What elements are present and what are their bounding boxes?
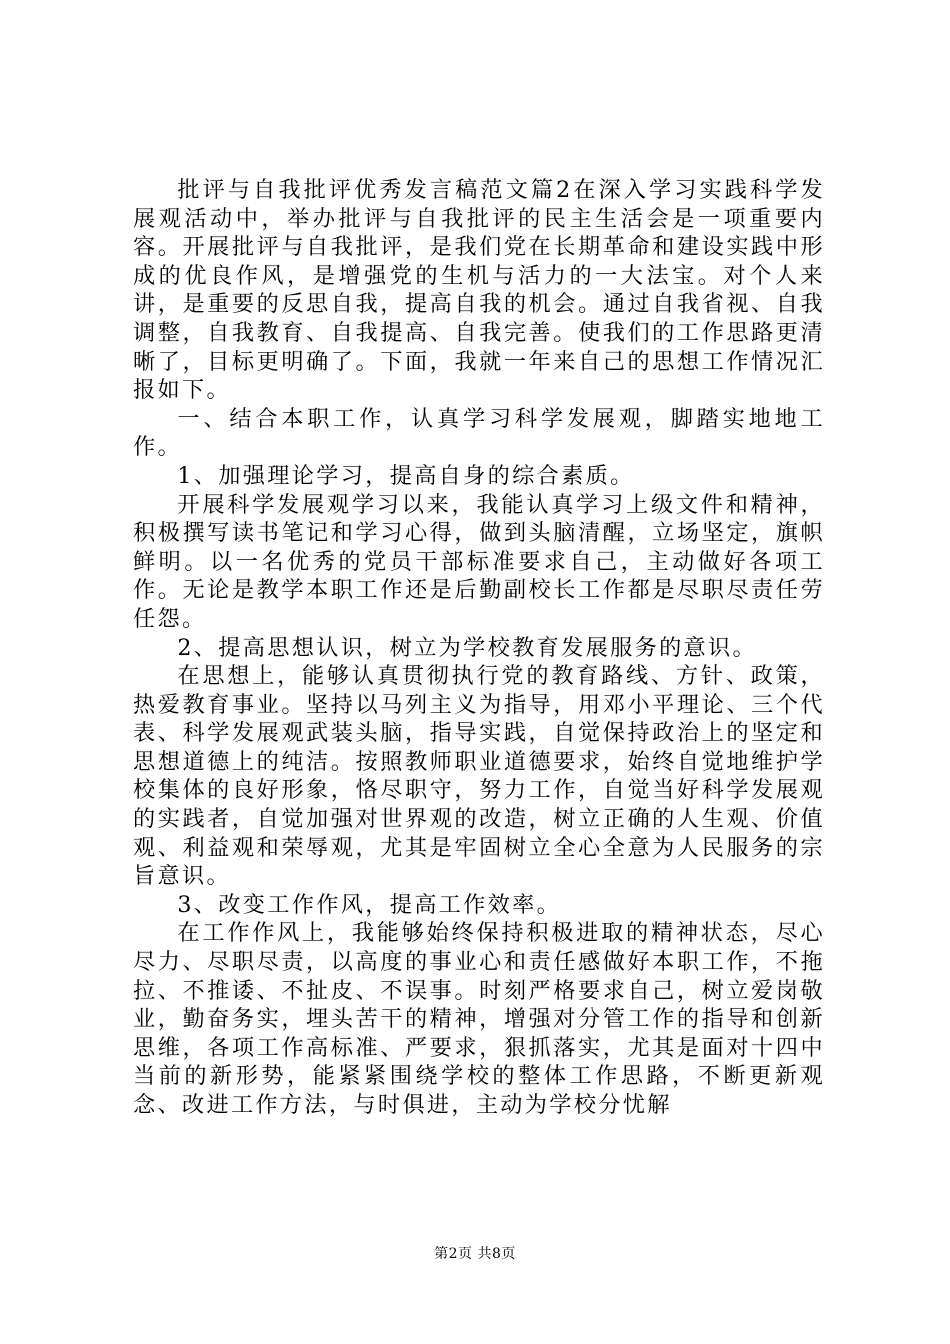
subheading-1: 1、加强理论学习，提高自身的综合素质。	[177, 462, 635, 489]
subheading-3: 3、改变工作作风，提高工作效率。	[177, 891, 562, 918]
page-footer	[0, 1244, 950, 1264]
paragraph-2: 在思想上，能够认真贯彻执行党的教育路线、方针、政策，热爱教育事业。坚持以马列主义为指导，用邓小平理论、三个代表、科学发展观武装头脑，指导实践，自觉保持政治上的坚定和思想道德上的纯洁。按照教师职业道德要求，始终自觉地维护学校集体的良好形象，恪尽职守，努力工作，自觉当好科学发展观的实践者，自觉加强对世界观的改造，树立正确的人生观、价值观、利益观和荣辱观，尤其是牢固树立全心全意为人民服务的宗旨意识。	[133, 663, 825, 890]
document-body	[133, 176, 825, 1120]
paragraph-1: 开展科学发展观学习以来，我能认真学习上级文件和精神，积极撰写读书笔记和学习心得，做到头脑清醒，立场坚定，旗帜鲜明。以一名优秀的党员干部标准要求自己，主动做好各项工作。无论是教学本职工作还是后勤副校长工作都是尽职尽责任劳任怨。	[133, 491, 825, 632]
paragraph-3: 在工作作风上，我能够始终保持积极进取的精神状态，尽心尽力、尽职尽责，以高度的事业心和责任感做好本职工作，不拖拉、不推诿、不扯皮、不误事。时刻严格要求自己，树立爱岗敬业，勤奋务实，埋头苦干的精神，增强对分管工作的指导和创新思维，各项工作高标准、严要求，狠抓落实，尤其是面对十四中当前的新形势，能紧紧围绕学校的整体工作思路，不断更新观念、改进工作方法，与时俱进，主动为学校分忧解	[133, 920, 825, 1118]
paragraph-intro: 批评与自我批评优秀发言稿范文篇2在深入学习实践科学发展观活动中，举办批评与自我批评的民主生活会是一项重要内容。开展批评与自我批评，是我们党在长期革命和建设实践中形成的优良作风，是增强党的生机与活力的一大法宝。对个人来讲，是重要的反思自我，提高自我的机会。通过自我省视、自我调整，自我教育、自我提高、自我完善。使我们的工作思路更清晰了，目标更明确了。下面，我就一年来自己的思想工作情况汇报如下。	[133, 177, 825, 404]
page-number: 第2页 共8页	[434, 1246, 516, 1262]
subheading-2: 2、提高思想认识，树立为学校教育发展服务的意识。	[177, 634, 758, 661]
heading-section-1: 一、结合本职工作，认真学习科学发展观，脚踏实地地工作。	[133, 405, 825, 461]
